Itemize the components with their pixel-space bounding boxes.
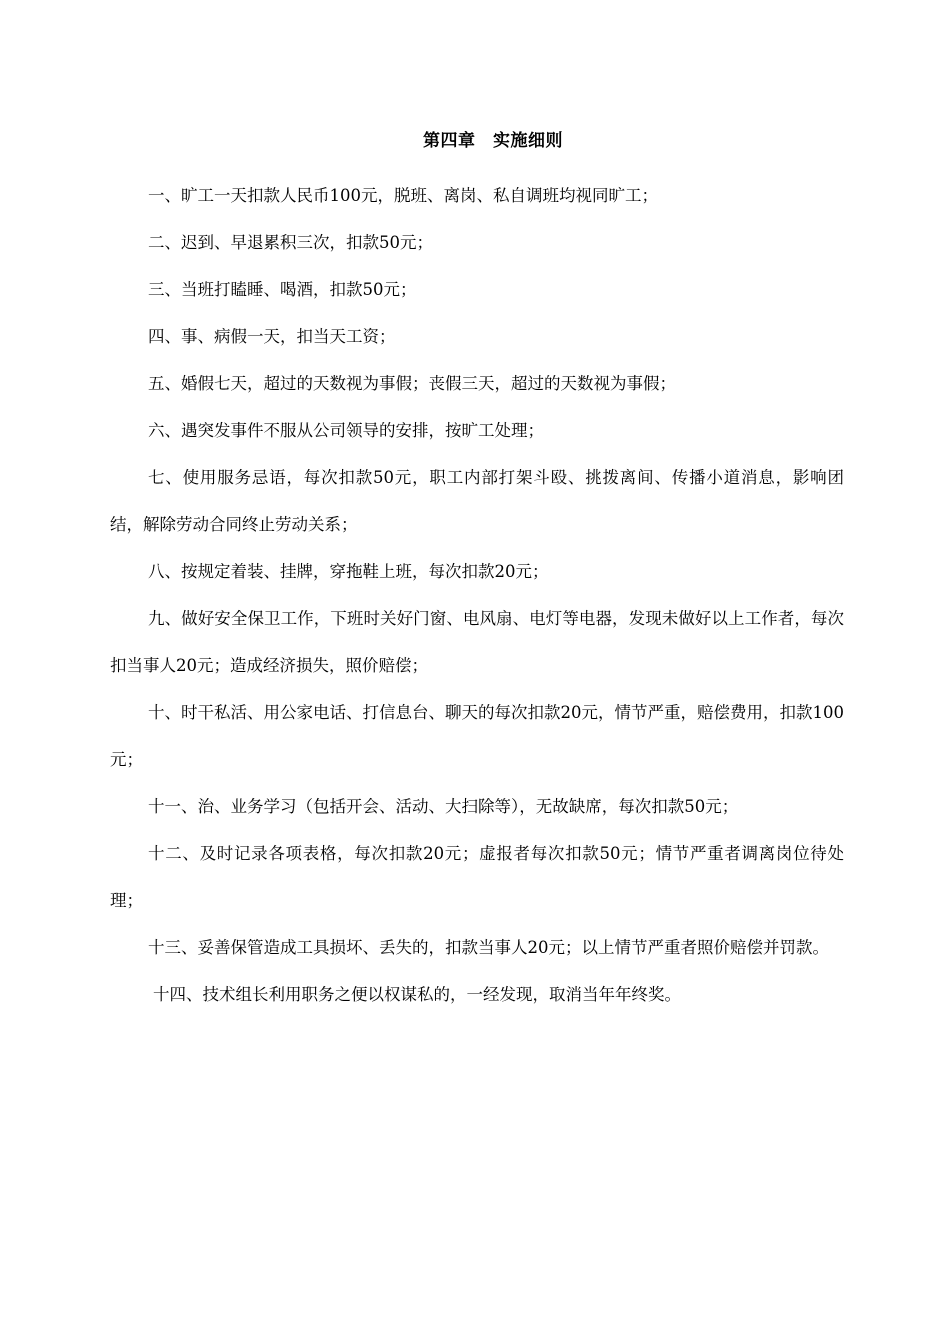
clause-14: 十四、技术组长利用职务之便以权谋私的，一经发现，取消当年年终奖。 xyxy=(153,985,681,1004)
clause-3: 三、当班打瞌睡、喝酒，扣款50元； xyxy=(148,280,417,299)
clause-list xyxy=(110,172,844,1018)
clause-2: 二、迟到、早退累积三次，扣款50元； xyxy=(148,233,433,252)
clause-12: 十二、及时记录各项表格，每次扣款20元；虚报者每次扣款50元；情节严重者调离岗位待处理； xyxy=(110,844,844,910)
clause-1: 一、旷工一天扣款人民币100元，脱班、离岗、私自调班均视同旷工； xyxy=(148,186,658,205)
clause-13: 十三、妥善保管造成工具损坏、丢失的，扣款当事人20元；以上情节严重者照价赔偿并罚款。 xyxy=(148,938,829,957)
clause-11: 十一、治、业务学习（包括开会、活动、大扫除等），无故缺席，每次扣款50元； xyxy=(148,797,739,816)
clause-4: 四、事、病假一天，扣当天工资； xyxy=(148,327,396,346)
clause-5: 五、婚假七天，超过的天数视为事假；丧假三天，超过的天数视为事假； xyxy=(148,374,676,393)
clause-7: 七、使用服务忌语，每次扣款50元，职工内部打架斗殴、挑拨离间、传播小道消息，影响团结，解除劳动合同终止劳动关系； xyxy=(110,468,844,534)
chapter-title: 第四章 实施细则 xyxy=(423,131,563,151)
clause-9: 九、做好安全保卫工作，下班时关好门窗、电风扇、电灯等电器，发现未做好以上工作者，每次扣当事人20元；造成经济损失，照价赔偿； xyxy=(110,609,844,675)
clause-10: 十、时干私活、用公家电话、打信息台、聊天的每次扣款20元，情节严重，赔偿费用，扣款100元； xyxy=(110,703,844,769)
clause-6: 六、遇突发事件不服从公司领导的安排，按旷工处理； xyxy=(148,421,544,440)
clause-8: 八、按规定着装、挂牌，穿拖鞋上班，每次扣款20元； xyxy=(148,562,549,581)
